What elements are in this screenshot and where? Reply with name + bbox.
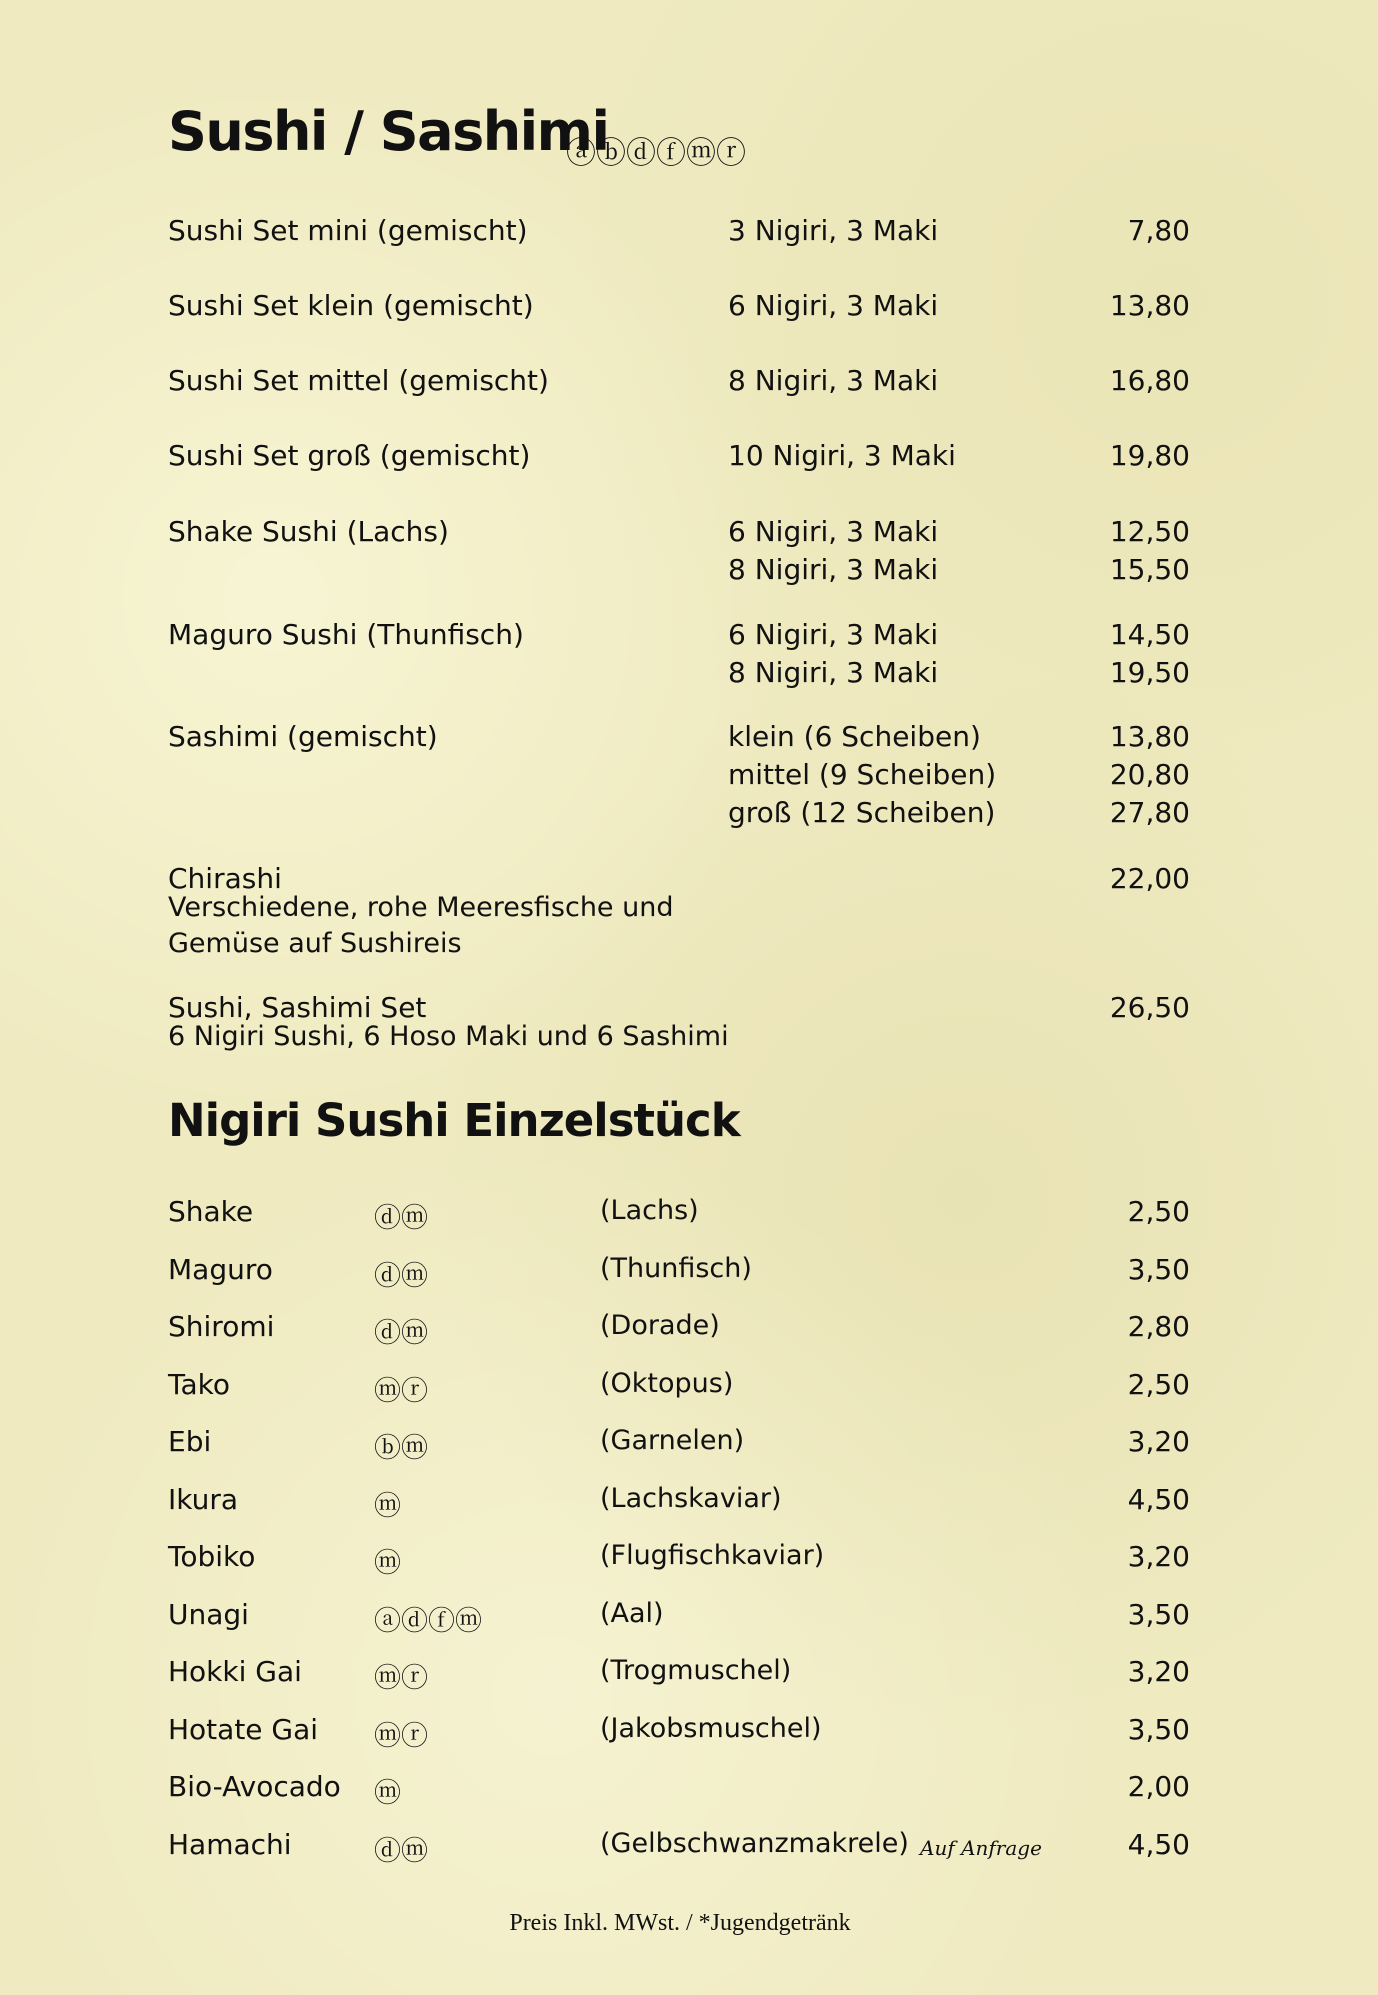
item-note: (gemischt) <box>383 289 534 322</box>
item-name: Sushi Set mini <box>168 214 368 247</box>
item-description: (Lachs) <box>600 1195 699 1226</box>
allergen-codes: ⓜ <box>374 1491 401 1522</box>
section-title-nigiri-einzelstueck: Nigiri Sushi Einzelstück <box>168 1094 740 1147</box>
item-price: 26,50 <box>1109 991 1190 1024</box>
item-price: 3,20 <box>1127 1540 1190 1573</box>
item-price: 19,50 <box>1109 656 1190 689</box>
item-price: 4,50 <box>1127 1483 1190 1516</box>
item-pieces: 8 Nigiri, 3 Maki <box>728 364 939 397</box>
item-price: 16,80 <box>1109 364 1190 397</box>
item-description: (Jakobsmuschel) <box>600 1713 822 1744</box>
item-note: (gemischt) <box>376 214 528 247</box>
item-price: 14,50 <box>1109 618 1190 651</box>
item-price: 7,80 <box>1127 214 1190 247</box>
item-price: 4,50 <box>1127 1828 1190 1861</box>
item-price: 20,80 <box>1109 758 1190 791</box>
item-name: Tako <box>168 1368 230 1401</box>
item-price: 3,50 <box>1127 1713 1190 1746</box>
item-name: Shake <box>168 1195 254 1228</box>
item-price: 3,50 <box>1127 1598 1190 1631</box>
allergen-codes: ⓜⓡ <box>374 1721 428 1752</box>
item-name: Bio-Avocado <box>168 1770 341 1803</box>
item-pieces: 3 Nigiri, 3 Maki <box>728 214 939 247</box>
item-price: 15,50 <box>1109 553 1190 586</box>
item-price: 3,50 <box>1127 1253 1190 1286</box>
item-price: 2,00 <box>1127 1770 1190 1803</box>
item-name: Sushi, Sashimi Set <box>168 991 427 1024</box>
item-name: Maguro Sushi <box>168 618 358 651</box>
item-description: (Oktopus) <box>600 1368 734 1399</box>
item-availability-note: Auf Anfrage <box>920 1836 1042 1860</box>
item-pieces: 6 Nigiri, 3 Maki <box>728 515 939 548</box>
allergen-codes: ⓓⓜ <box>374 1203 428 1234</box>
item-pieces: 8 Nigiri, 3 Maki <box>728 553 939 586</box>
item-price: 2,80 <box>1127 1310 1190 1343</box>
item-pieces: mittel (9 Scheiben) <box>728 758 997 791</box>
item-description: (Gelbschwanzmakrele) <box>600 1828 909 1859</box>
item-note: (gemischt) <box>287 720 438 753</box>
item-description: (Flugfischkaviar) <box>600 1540 825 1571</box>
item-description: (Garnelen) <box>600 1425 745 1456</box>
item-note: (gemischt) <box>379 439 531 472</box>
item-price: 3,20 <box>1127 1425 1190 1458</box>
item-pieces: 8 Nigiri, 3 Maki <box>728 656 939 689</box>
item-description: (Thunfisch) <box>600 1253 752 1284</box>
allergen-codes: ⓓⓜ <box>374 1836 428 1867</box>
item-price: 19,80 <box>1109 439 1190 472</box>
item-name: Maguro <box>168 1253 273 1286</box>
item-note: (gemischt) <box>398 364 549 397</box>
item-pieces: 6 Nigiri, 3 Maki <box>728 289 939 322</box>
item-description: (Trogmuschel) <box>600 1655 792 1686</box>
item-description: (Aal) <box>600 1598 664 1629</box>
item-name: Sushi Set groß <box>168 439 371 472</box>
allergen-codes: ⓓⓜ <box>374 1261 428 1292</box>
item-name: Hamachi <box>168 1828 292 1861</box>
item-note: (Thunfisch) <box>366 618 524 651</box>
item-pieces: klein (6 Scheiben) <box>728 720 981 753</box>
item-description: (Dorade) <box>600 1310 720 1341</box>
footer-note: Preis Inkl. MWst. / *Jugendgetränk <box>509 1910 851 1936</box>
item-price: 27,80 <box>1109 796 1190 829</box>
item-description: 6 Nigiri Sushi, 6 Hoso Maki und 6 Sashimi <box>168 1021 729 1052</box>
item-name: Ebi <box>168 1425 212 1458</box>
item-price: 2,50 <box>1127 1195 1190 1228</box>
item-price: 3,20 <box>1127 1655 1190 1688</box>
item-name: Sashimi <box>168 720 279 753</box>
item-description: (Lachskaviar) <box>600 1483 782 1514</box>
allergen-codes: ⓓⓜ <box>374 1318 428 1349</box>
allergen-codes: ⓐⓓⓕⓜ <box>374 1606 482 1637</box>
item-name: Ikura <box>168 1483 239 1516</box>
allergen-codes: ⓜ <box>374 1548 401 1579</box>
item-name: Chirashi <box>168 862 282 895</box>
item-name: Hokki Gai <box>168 1655 302 1688</box>
allergen-codes: ⓜ <box>374 1778 401 1809</box>
item-description: Gemüse auf Sushireis <box>168 928 462 959</box>
item-name: Shiromi <box>168 1310 275 1343</box>
item-name: Sushi Set mittel <box>168 364 390 397</box>
allergen-codes: ⓐⓑⓓⓕⓜⓡ <box>566 136 746 171</box>
item-price: 13,80 <box>1109 289 1190 322</box>
allergen-codes: ⓜⓡ <box>374 1376 428 1407</box>
item-pieces: 10 Nigiri, 3 Maki <box>728 439 956 472</box>
item-note: (Lachs) <box>346 515 449 548</box>
item-price: 12,50 <box>1109 515 1190 548</box>
item-pieces: groß (12 Scheiben) <box>728 796 996 829</box>
item-name: Unagi <box>168 1598 249 1631</box>
item-price: 22,00 <box>1109 862 1190 895</box>
item-pieces: 6 Nigiri, 3 Maki <box>728 618 939 651</box>
item-name: Hotate Gai <box>168 1713 319 1746</box>
item-name: Shake Sushi <box>168 515 338 548</box>
item-description: Verschiedene, rohe Meeresfische und <box>168 892 674 923</box>
item-price: 13,80 <box>1109 720 1190 753</box>
allergen-codes: ⓜⓡ <box>374 1663 428 1694</box>
item-name: Sushi Set klein <box>168 289 375 322</box>
allergen-codes: ⓑⓜ <box>374 1433 428 1464</box>
item-price: 2,50 <box>1127 1368 1190 1401</box>
item-name: Tobiko <box>168 1540 256 1573</box>
section-title-sushi-sashimi: Sushi / Sashimi <box>168 100 609 163</box>
